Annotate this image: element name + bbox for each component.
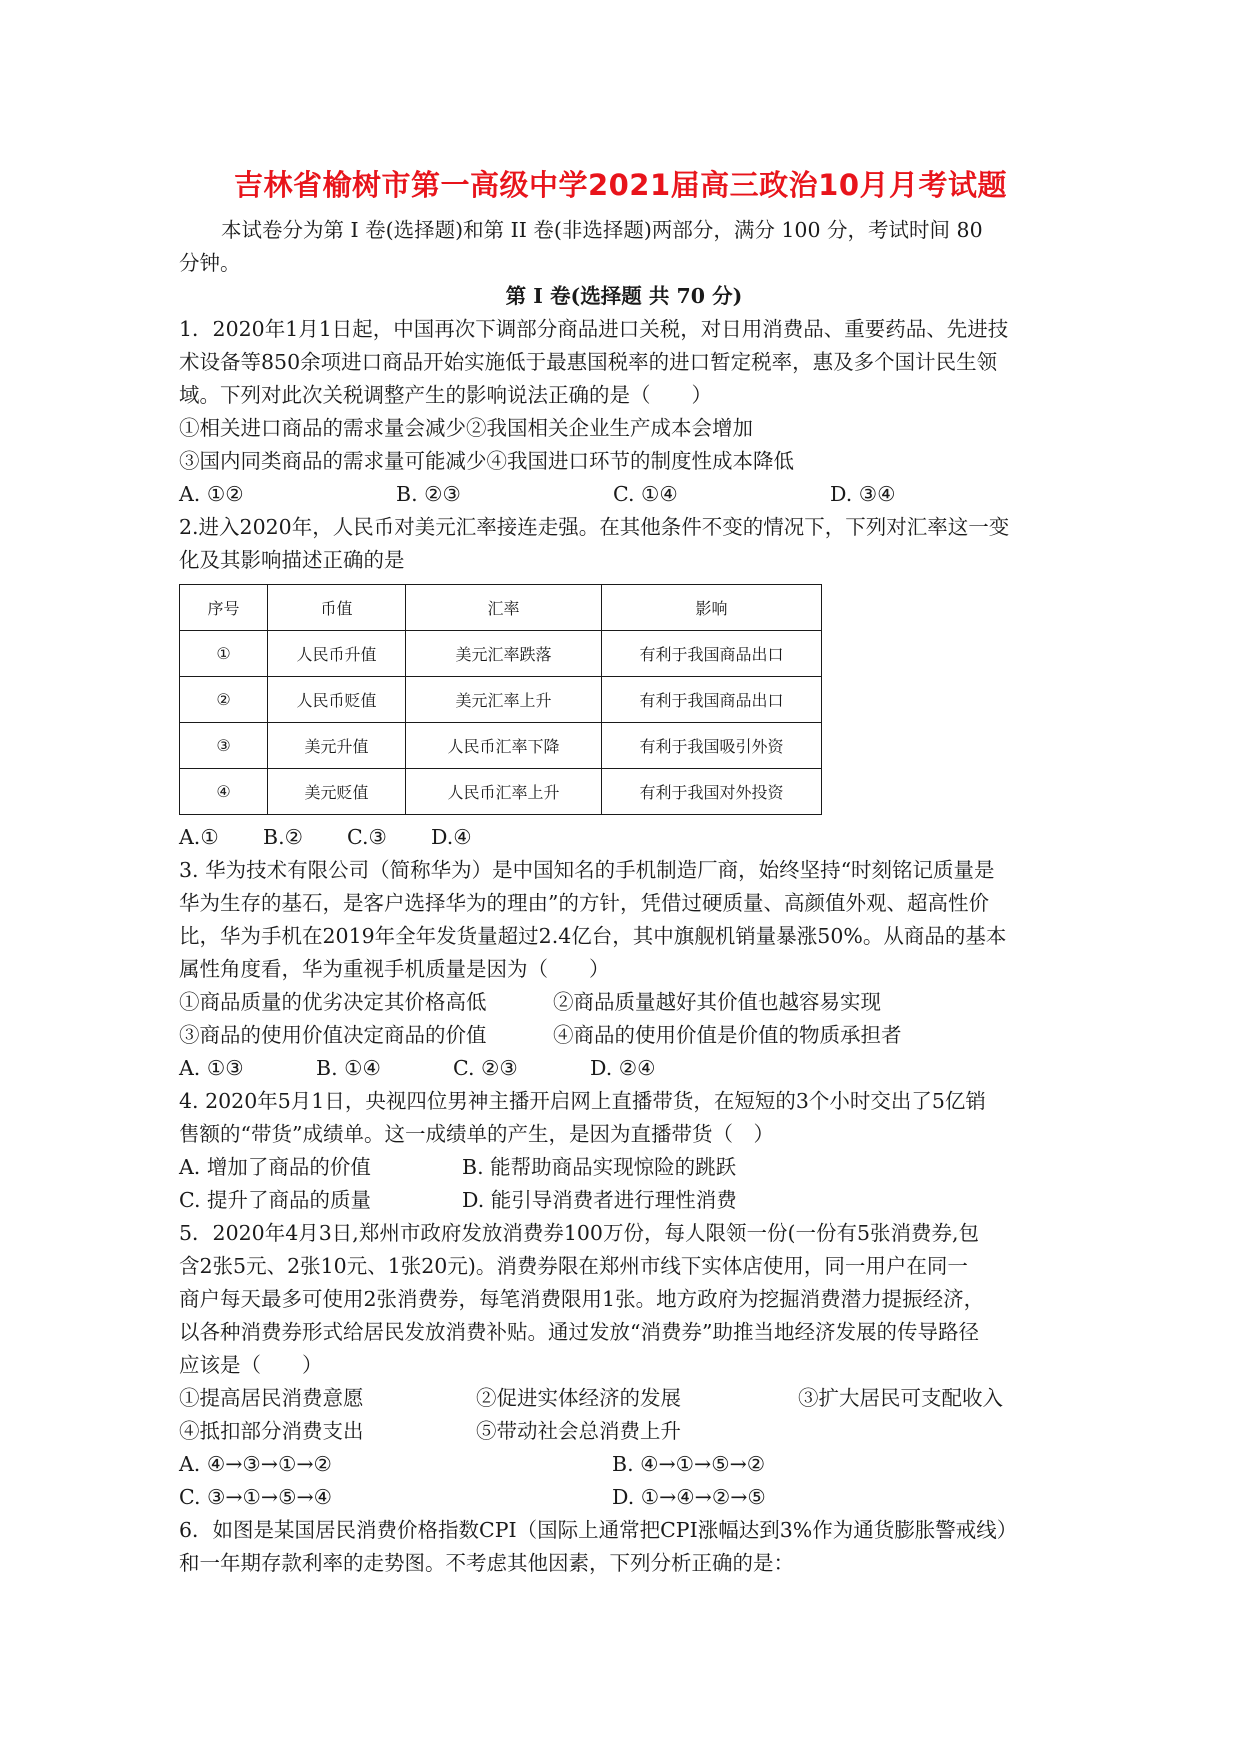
table-cell: 美元升值 <box>268 723 406 769</box>
answer-options <box>179 478 1069 511</box>
question-5 <box>179 1217 1069 1514</box>
question-stem: 术设备等850余项进口商品开始实施低于最惠国税率的进口暂定税率，惠及多个国计民生领 <box>179 350 998 374</box>
table-cell: 人民币贬值 <box>268 677 406 723</box>
exchange-rate-table <box>179 584 822 815</box>
option-b[interactable]: B. 能帮助商品实现惊险的跳跃 <box>462 1155 737 1179</box>
table-cell: 美元汇率跌落 <box>406 631 602 677</box>
question-stem: 1．2020年1月1日起，中国再次下调部分商品进口关税，对日用消费品、重要药品、先进技 <box>179 317 1009 341</box>
question-items-row <box>179 1019 1069 1052</box>
option-a[interactable]: A. ④→③→①→② <box>179 1452 332 1476</box>
option-a[interactable]: A.① <box>179 825 219 849</box>
option-d[interactable]: D. ①→④→②→⑤ <box>612 1485 766 1509</box>
question-1 <box>179 313 1069 511</box>
table-cell: 美元汇率上升 <box>406 677 602 723</box>
option-d[interactable]: D. ②④ <box>590 1056 656 1080</box>
question-stem: 应该是（ ） <box>179 1353 323 1377</box>
option-c[interactable]: C.③ <box>347 825 387 849</box>
answer-options <box>179 821 1069 854</box>
table-cell: ③ <box>180 723 268 769</box>
question-stem: 2.进入2020年，人民币对美元汇率接连走强。在其他条件不变的情况下，下列对汇率这一变 <box>179 515 1010 539</box>
answer-options <box>179 1184 1069 1217</box>
option-c[interactable]: C. 提升了商品的质量 <box>179 1188 371 1212</box>
option-a[interactable]: A. 增加了商品的价值 <box>179 1155 371 1179</box>
question-stem: 域。下列对此次关税调整产生的影响说法正确的是（ ） <box>179 383 712 407</box>
question-stem: 4. 2020年5月1日，央视四位男神主播开启网上直播带货，在短短的3个小时交出了5亿销 <box>179 1089 986 1113</box>
table-header-cell: 汇率 <box>406 585 602 631</box>
question-items-row <box>179 1382 1069 1415</box>
question-stem: 5．2020年4月3日,郑州市政府发放消费券100万份，每人限领一份(一份有5张消费券,包 <box>179 1221 979 1245</box>
question-stem: 含2张5元、2张10元、1张20元)。消费券限在郑州市线下实体店使用，同一用户在同一 <box>179 1254 968 1278</box>
question-4 <box>179 1085 1069 1217</box>
intro-line: 本试卷分为第 I 卷(选择题)和第 II 卷(非选择题)两部分，满分 100 分，考试时间 80 <box>221 218 983 242</box>
question-item: ④抵扣部分消费支出 <box>179 1419 364 1443</box>
option-c[interactable]: C. ②③ <box>453 1056 518 1080</box>
question-item: ④商品的使用价值是价值的物质承担者 <box>553 1023 902 1047</box>
question-stem: 属性角度看，华为重视手机质量是因为（ ） <box>179 957 610 981</box>
question-item: ③国内同类商品的需求量可能减少④我国进口环节的制度性成本降低 <box>179 449 794 473</box>
question-stem: 售额的“带货”成绩单。这一成绩单的产生，是因为直播带货（ ） <box>179 1122 774 1146</box>
table-cell: ① <box>180 631 268 677</box>
section-heading: 第 I 卷(选择题 共 70 分) <box>505 284 743 308</box>
table-cell: 美元贬值 <box>268 769 406 815</box>
table-header-cell: 币值 <box>268 585 406 631</box>
option-c[interactable]: C. ③→①→⑤→④ <box>179 1485 333 1509</box>
question-stem: 和一年期存款利率的走势图。不考虑其他因素，下列分析正确的是： <box>179 1551 794 1575</box>
exam-content <box>179 214 1069 1580</box>
question-stem: 3. 华为技术有限公司（简称华为）是中国知名的手机制造厂商，始终坚持“时刻铭记质量是 <box>179 858 995 882</box>
option-a[interactable]: A. ①② <box>179 482 244 506</box>
question-stem: 以各种消费券形式给居民发放消费补贴。通过发放“消费券”助推当地经济发展的传导路径 <box>179 1320 979 1344</box>
question-3 <box>179 854 1069 1085</box>
question-item: ①商品质量的优劣决定其价格高低 <box>179 990 487 1014</box>
table-row <box>180 631 822 677</box>
table-cell: 人民币汇率上升 <box>406 769 602 815</box>
question-item: ①提高居民消费意愿 <box>179 1386 364 1410</box>
question-items-row <box>179 1415 1069 1448</box>
table-row <box>180 769 822 815</box>
answer-options <box>179 1481 1069 1514</box>
table-cell: 人民币汇率下降 <box>406 723 602 769</box>
question-item: ③商品的使用价值决定商品的价值 <box>179 1023 487 1047</box>
table-cell: 有利于我国对外投资 <box>602 769 822 815</box>
question-items-row <box>179 986 1069 1019</box>
question-stem: 商户每天最多可使用2张消费券，每笔消费限用1张。地方政府为挖掘消费潜力提振经济， <box>179 1287 985 1311</box>
table-row <box>180 723 822 769</box>
question-item: ②商品质量越好其价值也越容易实现 <box>553 990 881 1014</box>
option-b[interactable]: B. ①④ <box>316 1056 381 1080</box>
question-item: ③扩大居民可支配收入 <box>798 1386 1003 1410</box>
option-b[interactable]: B.② <box>263 825 303 849</box>
table-cell: 有利于我国商品出口 <box>602 677 822 723</box>
question-stem: 比，华为手机在2019年全年发货量超过2.4亿台，其中旗舰机销量暴涨50%。从商品的基本 <box>179 924 1007 948</box>
table-cell: 人民币升值 <box>268 631 406 677</box>
table-header-cell: 序号 <box>180 585 268 631</box>
question-2 <box>179 511 1069 854</box>
question-stem: 华为生存的基石，是客户选择华为的理由”的方针，凭借过硬质量、高颜值外观、超高性价 <box>179 891 989 915</box>
option-a[interactable]: A. ①③ <box>179 1056 244 1080</box>
table-row <box>180 677 822 723</box>
table-cell: ④ <box>180 769 268 815</box>
question-stem: 化及其影响描述正确的是 <box>179 548 405 572</box>
option-d[interactable]: D.④ <box>431 825 472 849</box>
question-6 <box>179 1514 1069 1580</box>
answer-options <box>179 1151 1069 1184</box>
question-item: ②促进实体经济的发展 <box>476 1386 681 1410</box>
option-b[interactable]: B. ②③ <box>396 482 461 506</box>
table-cell: 有利于我国吸引外资 <box>602 723 822 769</box>
intro-line: 分钟。 <box>179 251 241 275</box>
table-cell: 有利于我国商品出口 <box>602 631 822 677</box>
question-item: ①相关进口商品的需求量会减少②我国相关企业生产成本会增加 <box>179 416 753 440</box>
answer-options <box>179 1052 1069 1085</box>
page-title: 吉林省榆树市第一高级中学2021届高三政治10月月考试题 <box>233 168 1008 202</box>
table-header-cell: 影响 <box>602 585 822 631</box>
question-item: ⑤带动社会总消费上升 <box>476 1419 681 1443</box>
option-d[interactable]: D. 能引导消费者进行理性消费 <box>462 1188 737 1212</box>
table-header-row <box>180 585 822 631</box>
option-c[interactable]: C. ①④ <box>613 482 678 506</box>
question-stem: 6．如图是某国居民消费价格指数CPI（国际上通常把CPI涨幅达到3%作为通货膨胀警戒线） <box>179 1518 1018 1542</box>
table-cell: ② <box>180 677 268 723</box>
answer-options <box>179 1448 1069 1481</box>
option-d[interactable]: D. ③④ <box>830 482 896 506</box>
option-b[interactable]: B. ④→①→⑤→② <box>612 1452 766 1476</box>
